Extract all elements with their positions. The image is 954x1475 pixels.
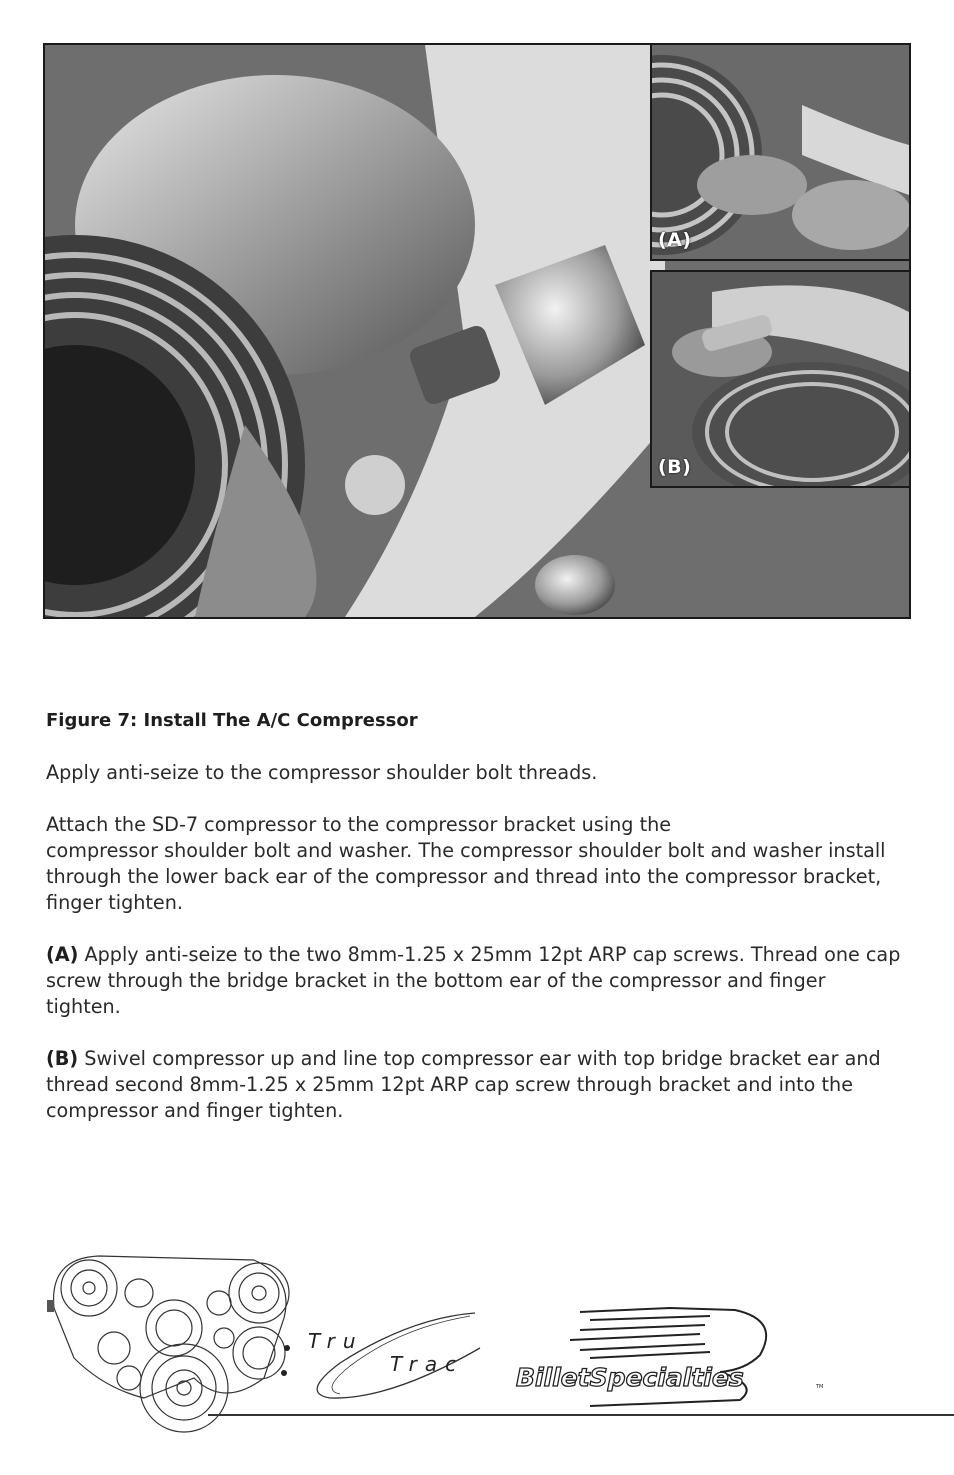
paragraph-step-a <box>46 942 906 1020</box>
trutrac-word-tru: Tru <box>308 1329 364 1353</box>
inset-b-illustration <box>652 272 909 486</box>
paragraph-attach-rest: compressor shoulder bolt and washer. The compressor shoulder bolt and washer install through the lower back ear of the compressor and thread into the compressor bracket, finger tighten. <box>46 839 886 914</box>
step-b-label: (B) <box>46 1047 79 1070</box>
inset-photo-a <box>650 43 911 261</box>
paragraph-attach-compressor <box>46 812 906 916</box>
step-b-text: Swivel compressor up and line top compressor ear with top bridge bracket ear and thread second 8mm-1.25 x 25mm 12pt ARP cap screw through bracket and into the compressor and finger tighten. <box>46 1047 881 1122</box>
step-a-text: Apply anti-seize to the two 8mm-1.25 x 25mm 12pt ARP cap screws. Thread one cap screw through the bridge bracket in the bottom ear of the compressor and finger tighten. <box>46 943 901 1018</box>
instructions <box>46 708 906 1150</box>
trutrac-logo <box>290 1308 500 1407</box>
trutrac-word-trac: Trac <box>390 1352 465 1376</box>
inset-a-label: (A) <box>658 229 692 251</box>
billet-specialties-wordmark: BilletSpecialties <box>516 1363 744 1392</box>
inset-b-label: (B) <box>658 456 692 478</box>
trutrac-swoosh-icon <box>290 1308 500 1403</box>
billet-specialties-emblem <box>510 1300 830 1410</box>
figure-title: Figure 7: Install The A/C Compressor <box>46 710 418 731</box>
billet-specialties-logo <box>510 1300 830 1414</box>
trademark-symbol: TM <box>816 1384 824 1390</box>
paragraph-step-b <box>46 1046 906 1124</box>
pulley-system-logo <box>44 1248 294 1438</box>
footer-rule <box>208 1414 954 1416</box>
inset-photo-b <box>650 270 911 488</box>
paragraph-attach-line1: Attach the SD-7 compressor to the compressor bracket using the <box>46 813 672 836</box>
step-a-label: (A) <box>46 943 79 966</box>
inset-a-illustration <box>652 45 909 259</box>
paragraph-anti-seize: Apply anti-seize to the compressor shoulder bolt threads. <box>46 761 598 784</box>
pulley-diagram-icon <box>44 1248 294 1434</box>
